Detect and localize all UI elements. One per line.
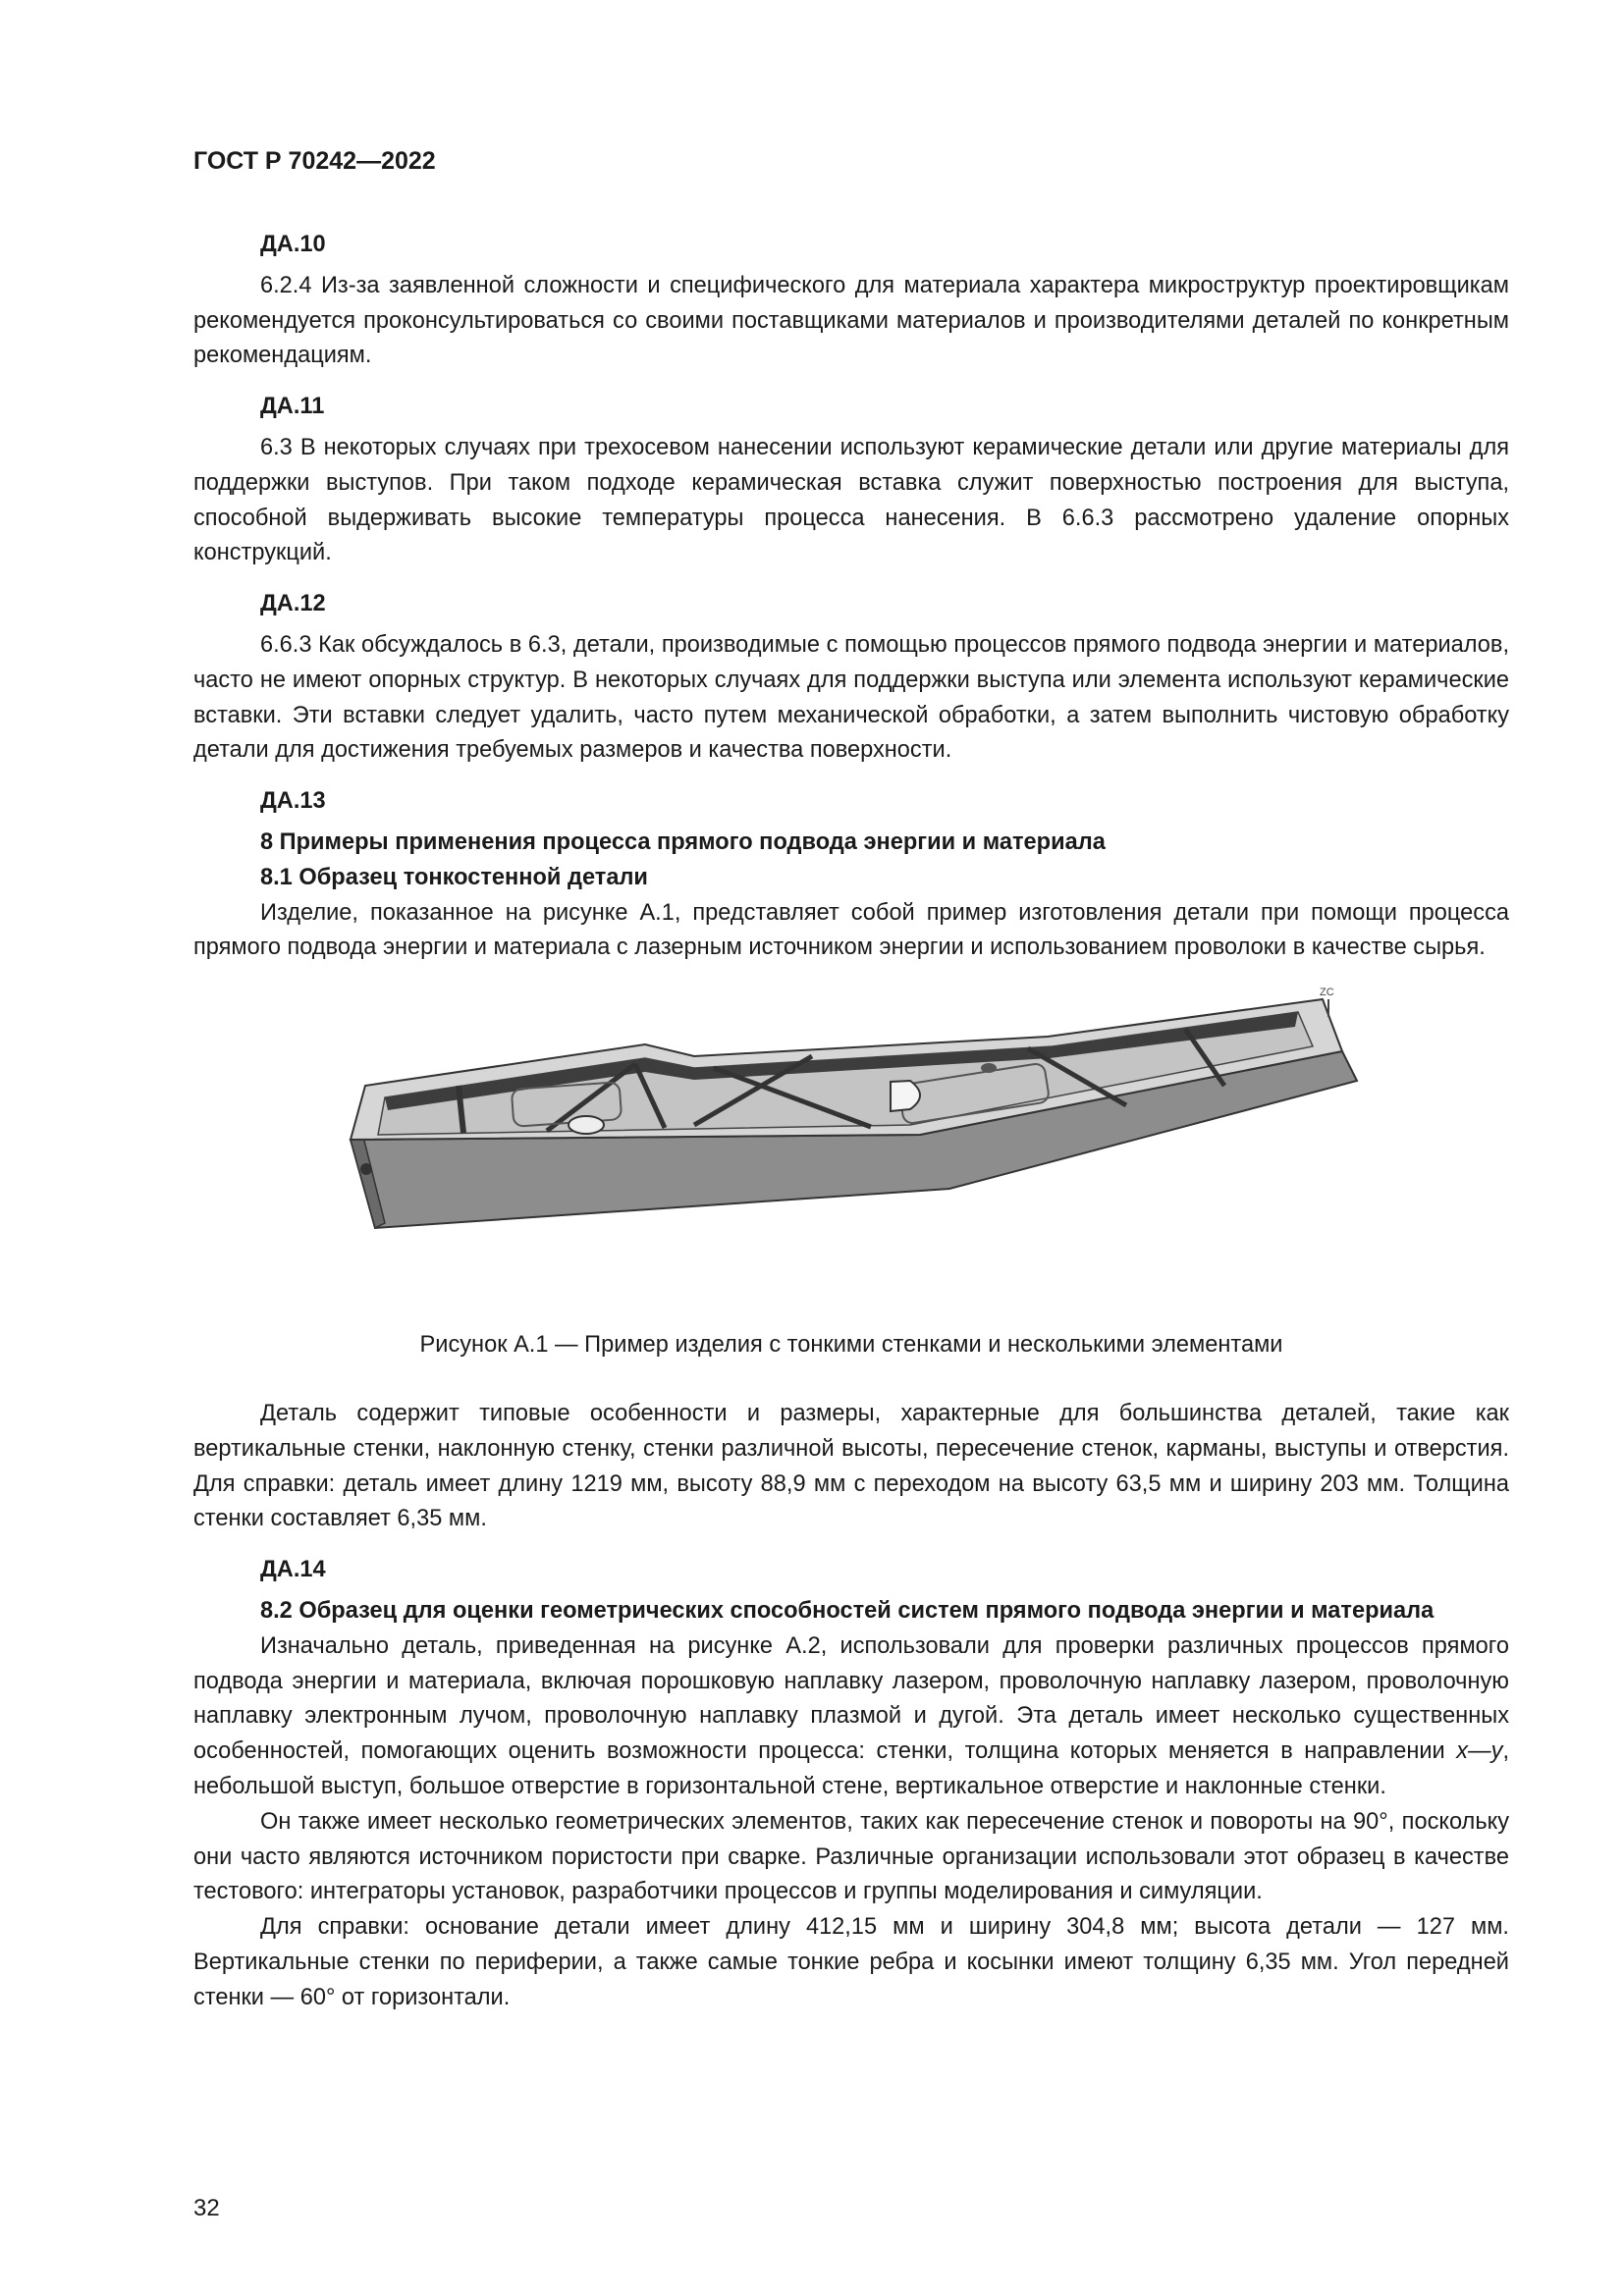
section-label-da14: ДА.14 [260, 1557, 326, 1583]
end-hole [360, 1163, 372, 1175]
small-hole [568, 1116, 604, 1134]
page-number: 32 [193, 2195, 220, 2221]
axis-label: ZC [1320, 988, 1334, 999]
paragraph: 6.3 В некоторых случаях при трехосевом нанесении используют керамические детали или другие материалы для поддержки выступов. При таком подходе керамическая вставка служит поверхностью построения для выступа, способной выдерживать высокие температуры процесса нанесения. В 6.6.3 рассмотрено удаление опорных конструкций. [193, 434, 1509, 566]
thin-wall-part-illustration [341, 988, 1372, 1316]
document-header: ГОСТ Р 70242—2022 [193, 147, 436, 175]
section-label-da11: ДА.11 [260, 394, 325, 420]
paragraph: Изначально деталь, приведенная на рисунке А.2, использовали для проверки различных процессов прямого подвода энергии и материала, включая порошковую наплавку лазером, проволочную наплавку лазером, проволочную наплавку электронным лучом, проволочную наплавку плазмой и дугой. Эта деталь имеет несколько существенных особенностей, помогающих оценить возможности процесса: стенки, толщина которых меняется в направлении x—y, небольшой выступ, большое отверстие в горизонтальной стене, вертикальное отверстие и наклонные стенки. [193, 1632, 1509, 1799]
section-heading-8: 8 Примеры применения процесса прямого подвода энергии и материала [260, 828, 1106, 855]
subsection-heading-8-2: 8.2 Образец для оценки геометрических способностей систем прямого подвода энергии и материала [260, 1597, 1435, 1624]
section-label-da13: ДА.13 [260, 788, 326, 815]
paragraph: Деталь содержит типовые особенности и размеры, характерные для большинства деталей, такие как вертикальные стенки, наклонную стенку, стенки различной высоты, пересечение стенок, карманы, выступы и отверстия. Для справки: деталь имеет длину 1219 мм, высоту 88,9 мм с переходом на высоту 63,5 мм и ширину 203 мм. Толщина стенки составляет 6,35 мм. [193, 1400, 1509, 1532]
section-label-da10: ДА.10 [260, 232, 326, 257]
page-content [193, 228, 1509, 2015]
figure-a1 [193, 988, 1509, 1316]
paragraph: 6.2.4 Из-за заявленной сложности и специфического для материала характера микроструктур проектировщикам рекомендуется проконсультироваться со своими поставщиками материалов и производителями деталей по конкретным рекомендациям. [193, 272, 1509, 369]
paragraph: Для справки: основание детали имеет длину 412,15 мм и ширину 304,8 мм; высота детали — 127 мм. Вертикальные стенки по периферии, а также самые тонкие ребра и косынки имеют толщину 6,35 мм. Угол передней стенки — 60° от горизонтали. [193, 1914, 1509, 2010]
section-label-da12: ДА.12 [260, 591, 326, 617]
figure-caption: Рисунок А.1 — Пример изделия с тонкими стенками и несколькими элементами [419, 1332, 1283, 1359]
small-hole [981, 1063, 997, 1073]
subsection-heading-8-1: 8.1 Образец тонкостенной детали [260, 864, 648, 890]
paragraph: Изделие, показанное на рисунке А.1, представляет собой пример изготовления детали при помощи процесса прямого подвода энергии и материала с лазерным источником энергии и использованием проволоки в качестве сырья. [193, 899, 1509, 961]
paragraph: 6.6.3 Как обсуждалось в 6.3, детали, производимые с помощью процессов прямого подвода энергии и материалов, часто не имеют опорных структур. В некоторых случаях для поддержки выступа или элемента используют керамические вставки. Эти вставки следует удалить, часто путем механической обработки, а затем выполнить чистовую обработку детали для достижения требуемых размеров и качества поверхности. [193, 631, 1509, 764]
paragraph: Он также имеет несколько геометрических элементов, таких как пересечение стенок и повороты на 90°, поскольку они часто являются источником пористости при сварке. Различные организации использовали этот образец в качестве тестового: интеграторы установок, разработчики процессов и группы моделирования и симуляции. [193, 1808, 1509, 1905]
